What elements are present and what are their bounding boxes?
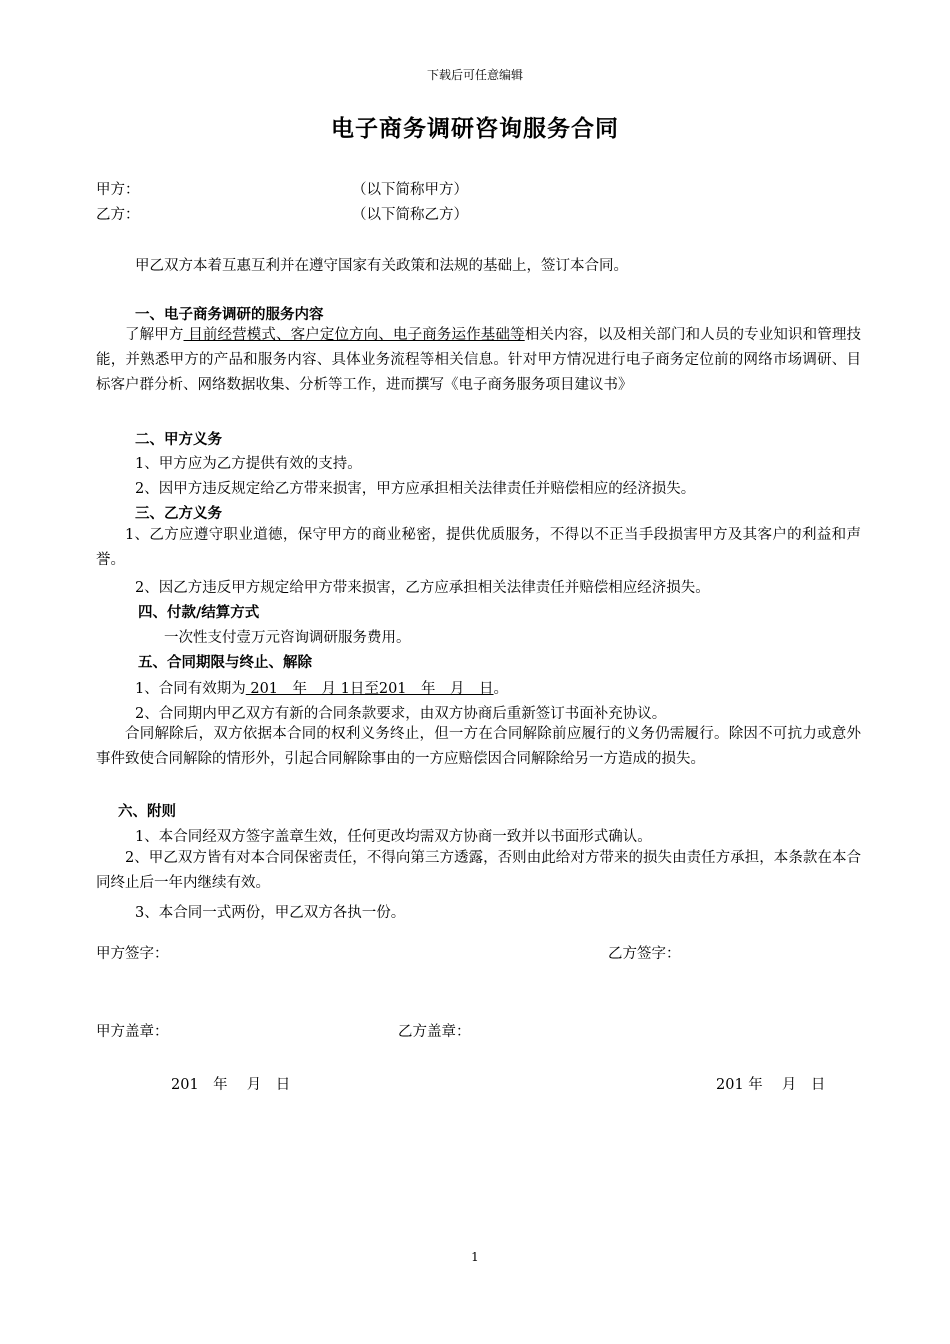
section-4-heading: 四、付款/结算方式 [138, 605, 260, 621]
section-5-item-1 [135, 677, 508, 698]
section-5-item-1-dates: 201 年 月 1日至201 年 月 日 [245, 681, 494, 697]
section-6-heading: 六、附则 [118, 804, 176, 820]
section-6-item-1: 1、本合同经双方签字盖章生效，任何更改均需双方协商一致并以书面形式确认。 [135, 829, 652, 845]
party-a-seal-label: 甲方盖章： [96, 1024, 169, 1040]
section-5-heading: 五、合同期限与终止、解除 [138, 655, 312, 671]
page-number: 1 [471, 1250, 479, 1264]
section-3-heading: 三、乙方义务 [135, 506, 222, 522]
party-a-note: （以下简称甲方） [352, 182, 468, 198]
document-title: 电子商务调研咨询服务合同 [331, 116, 619, 142]
party-b-date: 201 年 月 日 [716, 1077, 826, 1093]
party-b-label: 乙方： [96, 207, 140, 223]
section-2-item-2: 2、因甲方违反规定给乙方带来损害，甲方应承担相关法律责任并赔偿相应的经济损失。 [135, 481, 696, 497]
section-5-item-1-prefix: 1、合同有效期为 [135, 681, 246, 697]
section-1-underlined-text: 目前经营模式、客户定位方向、电子商务运作基础等 [183, 327, 525, 343]
section-1-heading: 一、电子商务调研的服务内容 [135, 307, 324, 323]
party-a-label: 甲方： [96, 182, 140, 198]
section-1-prefix: 了解甲方 [125, 327, 184, 343]
section-5-item-2: 2、合同期内甲乙双方有新的合同条款要求，由双方协商后重新签订书面补充协议。 [135, 706, 667, 722]
section-1-suffix: 相关内容，以及相关部门和人员的专业知识和管理技能，并熟悉甲方的产品和服务内容、具体业务流程等相关信息。针对甲方情况进行电子商务定位前的网络市场调研、目标客户群分析、网络数据收集、分析等工作，进而撰写《电子商务服务项目建议书》 [96, 327, 862, 393]
section-5-item-1-suffix: 。 [493, 681, 509, 697]
section-3-item-1: 1、乙方应遵守职业道德，保守甲方的商业秘密，提供优质服务，不得以不正当手段损害甲方及其客户的利益和声誉。 [96, 527, 861, 568]
section-1-paragraph [96, 323, 861, 398]
section-6-item-3: 3、本合同一式两份，甲乙双方各执一份。 [135, 905, 406, 921]
section-3-item-2: 2、因乙方违反甲方规定给甲方带来损害，乙方应承担相关法律责任并赔偿相应经济损失。 [135, 580, 710, 596]
party-b-signature-label: 乙方签字： [608, 946, 681, 962]
section-2-heading: 二、甲方义务 [135, 432, 222, 448]
party-b-seal-label: 乙方盖章： [398, 1024, 471, 1040]
intro-paragraph: 甲乙双方本着互惠互利并在遵守国家有关政策和法规的基础上，签订本合同。 [135, 258, 628, 274]
section-6-item-2: 2、甲乙双方皆有对本合同保密责任，不得向第三方透露，否则由此给对方带来的损失由责任方承担，本条款在本合同终止后一年内继续有效。 [96, 850, 861, 891]
party-a-signature-label: 甲方签字： [96, 946, 169, 962]
section-4-item-1: 一次性支付壹万元咨询调研服务费用。 [164, 630, 411, 646]
party-a-date: 201 年 月 日 [171, 1077, 291, 1093]
section-2-item-1: 1、甲方应为乙方提供有效的支持。 [135, 456, 362, 472]
page-header-note: 下载后可任意编辑 [426, 68, 523, 82]
party-b-note: （以下简称乙方） [352, 207, 468, 223]
section-5-item-3: 合同解除后，双方依据本合同的权利义务终止，但一方在合同解除前应履行的义务仍需履行。除因不可抗力或意外事件致使合同解除的情形外，引起合同解除事由的一方应赔偿因合同解除给另一方造成的损失。 [96, 726, 861, 767]
